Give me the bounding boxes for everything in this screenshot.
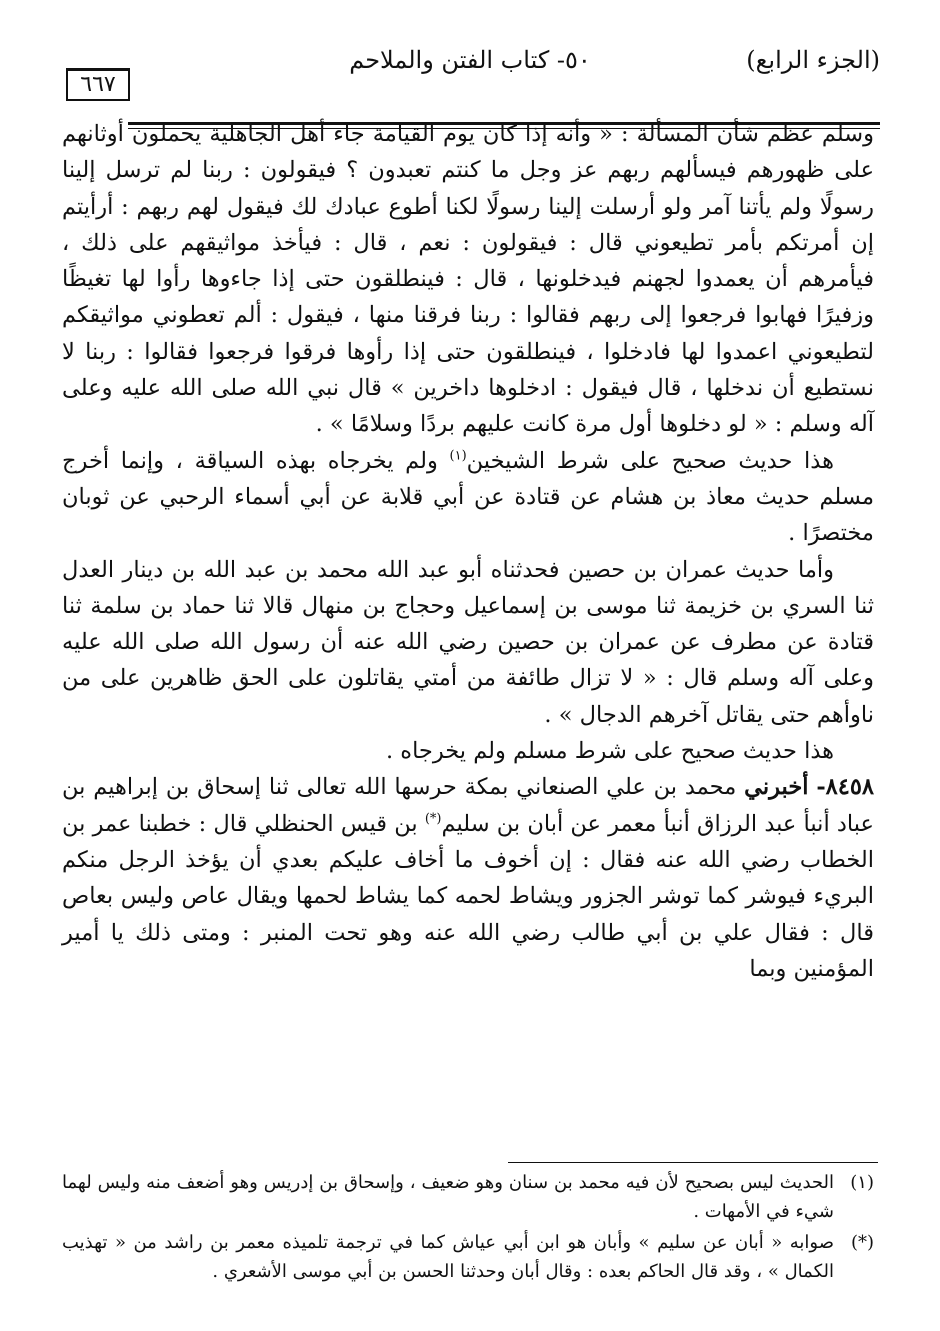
footnote-rule <box>508 1162 878 1163</box>
footnote-ref: (*) <box>424 811 442 827</box>
footnote-text: صوابه « أبان عن سليم » وأبان هو ابن أبي عياش كما في ترجمة تلميذه معمر بن راشد من « تهذيب الكمال » ، وقد قال الحاكم بعده : وقال أبان وحدثنا الحسن بن أبي موسى الأشعري . <box>62 1232 834 1282</box>
paragraph: هذا حديث صحيح على شرط مسلم ولم يخرجاه . <box>385 738 834 765</box>
footnote <box>62 1228 874 1286</box>
volume-label: (الجزء الرابع) <box>746 46 880 74</box>
footnote-ref: (١) <box>449 448 467 464</box>
paragraph <box>62 443 874 552</box>
hadith-number: ٨٤٥٨- <box>816 774 874 801</box>
paragraph-text: ولم يخرجاه بهذه السياقة ، وإنما أخرج مسلم حديث معاذ بن هشام عن قتادة عن أبي قلابة عن أبي أسماء الرحبي عن ثوبان مختصرًا . <box>62 447 874 547</box>
footnote-mark: (*) <box>850 1232 874 1253</box>
footnote <box>62 1168 874 1226</box>
chapter-title: ٥٠- كتاب الفتن والملاحم <box>349 46 591 74</box>
footnotes <box>62 1168 874 1288</box>
paragraph: وسلم عظم شأن المسألة : « وأنه إذا كان يوم القيامة جاء أهل الجاهلية يحملون أوثانهم على ظهورهم فيسألهم ربهم عز وجل ما كنتم تعبدون ؟ فيقولون : ربنا لم ترسل إلينا رسولًا ولم يأتنا آمر ولو أرسلت إلينا رسولًا لكنا أطوع عبادك لك فيقول لهم ربهم : أرأيتم إن أمرتكم بأمر تطيعوني قال : فيقولون : نعم ، قال : فيأخذ مواثيقهم على ذلك ، فيأمرهم أن يعمدوا لجهنم فيدخلونها ، قال : فينطلقون حتى إذا جاءوها رأوا لها تغيظًا وزفيرًا فهابوا فرجعوا إلى ربهم فقالوا : ربنا فرقنا منها ، فيقول : ألم تعطوني مواثيقكم لتطيعوني اعمدوا لها فادخلوا ، فينطلقون حتى إذا رأوها فرقوا فرجعوا فقالوا : ربنا لا نستطيع أن ندخلها ، قال فيقول : ادخلوها داخرين » قال نبي الله صلى الله عليه وعلى آله وسلم : « لو دخلوها أول مرة كانت عليهم بردًا وسلامًا » . <box>62 121 874 438</box>
paragraph-text: هذا حديث صحيح على شرط الشيخين <box>466 447 834 474</box>
hadith-lead-word: أخبرني <box>744 774 809 801</box>
footnote-text: الحديث ليس بصحيح لأن فيه محمد بن سنان وهو ضعيف ، وإسحاق بن إدريس وهو أضعف منه وليس لهما شيء في الأمهات . <box>62 1172 834 1222</box>
footnote-mark: (١) <box>850 1172 874 1193</box>
page-number: ٦٦٧ <box>66 68 130 101</box>
paragraph-text: محمد بن علي الصنعاني بمكة حرسها الله تعالى ثنا إسحاق بن إبراهيم بن عباد أنبأ عبد الرزاق أنبأ معمر عن أبان بن سليم <box>62 774 874 837</box>
paragraph: وأما حديث عمران بن حصين فحدثناه أبو عبد الله محمد بن عبد الله بن دينار العدل ثنا السري بن خزيمة ثنا موسى بن إسماعيل وحجاج بن منهال قالا ثنا حماد بن سلمة ثنا قتادة عن مطرف عن عمران بن حصين رضي الله عنه أن رسول الله صلى الله عليه وعلى آله وسلم قال : « لا تزال طائفة من أمتي يقاتلون على الحق ظاهرين على من ناوأهم حتى يقاتل آخرهم الدجال » . <box>62 556 874 728</box>
main-text <box>62 116 874 987</box>
running-header <box>60 40 880 97</box>
paragraph-text: بن قيس الحنظلي قال : خطبنا عمر بن الخطاب رضي الله عنه فقال : إن أخوف ما أخاف عليكم بعدي أن يؤخذ الرجل منكم البريء فيوشر كما توشر الجزور ويشاط لحمه كما يشاط لحمها ويقال عاص وليس بعاص قال : فقال علي بن أبي طالب رضي الله عنه وهو تحت المنبر : ومتى ذلك يا أمير المؤمنين وبما <box>62 810 874 982</box>
hadith-paragraph <box>62 769 874 987</box>
